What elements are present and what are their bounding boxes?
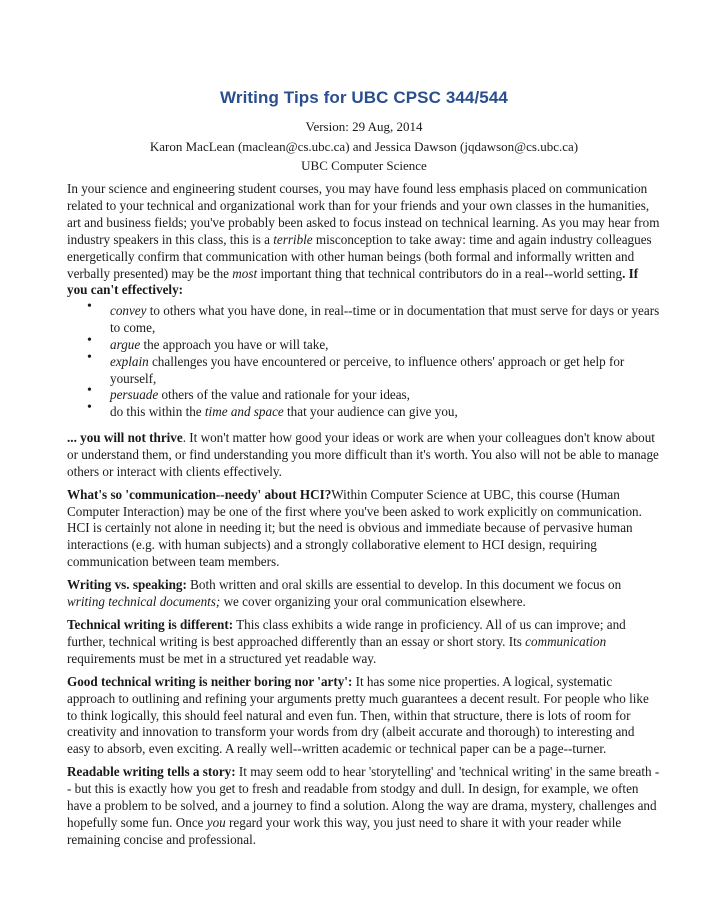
bullet-icon: • (87, 332, 92, 348)
boring-paragraph: Good technical writing is neither boring nor 'arty': It has some nice properties. A logical, systematic approach to outlining and refining your arguments pretty much guarantees a decent result. For people who like to think logically, this should feel natural and even fun. Then, within that structure, there is lots of room for creativity and innovation to transform your words from dry (albeit accurate and thorough) to interesting and easy to absorb, even exciting. A really well--written academic or technical paper can be a page--turner. (67, 673, 649, 757)
list-item: • do this within the time and space that your audience can give you, (87, 400, 458, 420)
thrive-paragraph: ... you will not thrive. It won't matter how good your ideas or work are when your colleagues don't know about or understand them, or find understanding you more difficult than it's worth. You also will not be able to manage others or interact with clients effectively. (67, 429, 659, 479)
document-title: Writing Tips for UBC CPSC 344/544 (220, 88, 508, 107)
bullet-icon: • (87, 299, 92, 315)
version-line: Version: 29 Aug, 2014 (305, 119, 423, 134)
different-paragraph: Technical writing is different: This class exhibits a wide range in proficiency. All of us can improve; and further, technical writing is best approached differently than an essay or short story. Its communication requirements must be met in a structured yet readable way. (67, 616, 626, 666)
authors-line: Karon MacLean (maclean@cs.ubc.ca) and Jessica Dawson (jqdawson@cs.ubc.ca) (149, 139, 579, 154)
list-item: • persuade others of the value and rationale for your ideas, (87, 383, 410, 403)
skills-list (67, 299, 661, 421)
affiliation-line: UBC Computer Science (301, 158, 427, 173)
speaking-paragraph: Writing vs. speaking: Both written and oral skills are essential to develop. In this document we focus on writing technical documents; we cover organizing your oral communication elsewhere. (67, 577, 622, 610)
list-item: • explain challenges you have encountered or perceive, to influence others' approach or get help for yourself, (87, 349, 625, 386)
story-paragraph: Readable writing tells a story: It may seem odd to hear 'storytelling' and 'technical writing' in the same breath -- but this is exactly how you get to fresh and readable from stodgy and dull. In design, for example, we often have a problem to be solved, and a journey to find a solution. Along the way are drama, mystery, challenges and hopefully some fun. Once you regard your work this way, you just need to share it with your reader while remaining concise and professional. (67, 764, 660, 847)
hci-paragraph: What's so 'communication--needy' about HCI?Within Computer Science at UBC, this course (Human Computer Interaction) may be one of the first where you've been asked to work explicitly on communication. HCI is certainly not alone in needing it; but the need is obvious and immediate because of pervasive human interactions (e.g. with human subjects) and a strongly collaborative element to HCI design, requiring communication between team members. (67, 486, 642, 570)
bullet-icon: • (87, 349, 92, 365)
bullet-icon: • (87, 383, 92, 399)
document-page (67, 88, 661, 849)
list-item: • convey to others what you have done, in real--time or in documentation that must serve for days or years to come, (87, 299, 660, 336)
intro-paragraph: In your science and engineering student courses, you may have found less emphasis placed on communication related to your technical and organizational work than for your friends and your own classes in the humanities, art and business fields; you've probably been asked to focus instead on technical learning. As you may hear from industry speakers in this class, this is a terrible misconception to take away: time and again industry colleagues energetically confirm that communication with other human beings (both formal and informally written and verbally presented) may be the most important thing that technical contributors do in a real--world setting. If you can't effectively: (67, 181, 660, 298)
list-item: • argue the approach you have or will take, (87, 332, 329, 352)
bullet-icon: • (87, 400, 92, 416)
